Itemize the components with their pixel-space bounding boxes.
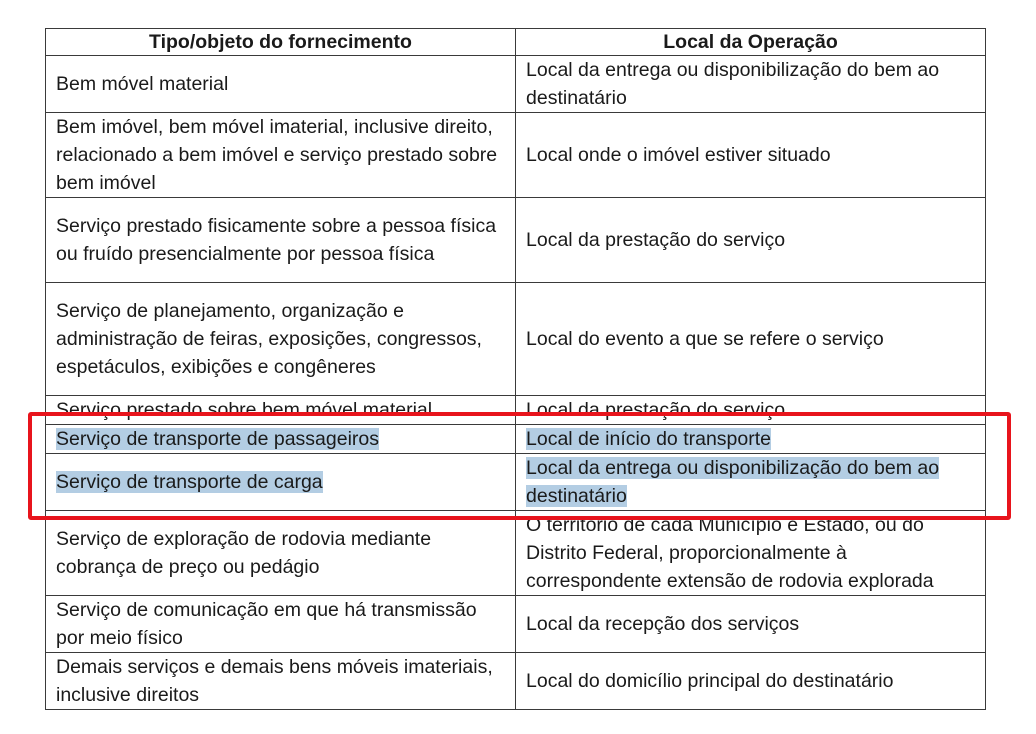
cell-local xyxy=(516,596,986,653)
cell-tipo xyxy=(46,425,516,454)
cell-tipo-text: Serviço prestado fisicamente sobre a pessoa física ou fruído presencialmente por pessoa física xyxy=(56,215,497,265)
cell-tipo xyxy=(46,454,516,511)
column-header-local: Local da Operação xyxy=(516,29,986,56)
cell-tipo xyxy=(46,396,516,425)
cell-local-text: Local onde o imóvel estiver situado xyxy=(526,144,831,166)
supply-location-table xyxy=(45,28,986,710)
cell-local-text: Local do evento a que se refere o serviço xyxy=(526,328,884,350)
cell-tipo xyxy=(46,198,516,283)
cell-local-text: Local da prestação do serviço xyxy=(526,399,786,421)
table-row xyxy=(46,56,986,113)
table-row-highlighted xyxy=(46,454,986,511)
cell-tipo-text: Serviço de comunicação em que há transmissão por meio físico xyxy=(56,599,477,649)
cell-tipo xyxy=(46,113,516,198)
cell-tipo-text: Serviço prestado sobre bem móvel material xyxy=(56,399,433,421)
column-header-tipo: Tipo/objeto do fornecimento xyxy=(46,29,516,56)
table-row xyxy=(46,283,986,396)
cell-tipo-text: Serviço de planejamento, organização e administração de feiras, exposições, congressos, espetáculos, exibições e congêneres xyxy=(56,300,482,378)
cell-tipo xyxy=(46,596,516,653)
cell-local-text: Local do domicílio principal do destinatário xyxy=(526,670,894,692)
table-row xyxy=(46,198,986,283)
cell-local xyxy=(516,283,986,396)
cell-tipo-text: Bem móvel material xyxy=(56,73,229,95)
table-row xyxy=(46,653,986,710)
cell-local xyxy=(516,511,986,596)
cell-local-text: Local da recepção dos serviços xyxy=(526,613,800,635)
cell-local xyxy=(516,425,986,454)
table-row xyxy=(46,113,986,198)
cell-tipo-text: Serviço de exploração de rodovia mediante cobrança de preço ou pedágio xyxy=(56,528,432,578)
cell-tipo xyxy=(46,56,516,113)
cell-local xyxy=(516,653,986,710)
table-header-row xyxy=(46,29,986,56)
cell-local-text: Local da prestação do serviço xyxy=(526,229,786,251)
table-row-highlighted xyxy=(46,425,986,454)
cell-local-text: Local da entrega ou disponibilização do bem ao destinatário xyxy=(526,59,940,109)
cell-tipo-text-selected[interactable]: Serviço de transporte de carga xyxy=(56,471,323,493)
cell-tipo-text: Demais serviços e demais bens móveis imateriais, inclusive direitos xyxy=(56,656,493,706)
cell-local xyxy=(516,113,986,198)
cell-tipo xyxy=(46,653,516,710)
cell-tipo-text-selected[interactable]: Serviço de transporte de passageiros xyxy=(56,428,380,450)
cell-tipo-text: Bem imóvel, bem móvel imaterial, inclusive direito, relacionado a bem imóvel e serviço prestado sobre bem imóvel xyxy=(56,116,498,194)
cell-local xyxy=(516,198,986,283)
cell-tipo xyxy=(46,283,516,396)
cell-local xyxy=(516,396,986,425)
cell-local-text-selected[interactable]: Local da entrega ou disponibilização do bem ao destinatário xyxy=(526,457,940,507)
cell-local-text: O território de cada Município e Estado, ou do Distrito Federal, proporcionalmente à correspondente extensão de rodovia explorada xyxy=(526,514,934,592)
cell-local xyxy=(516,454,986,511)
cell-tipo xyxy=(46,511,516,596)
table-row xyxy=(46,511,986,596)
cell-local xyxy=(516,56,986,113)
cell-local-text-selected[interactable]: Local de início do transporte xyxy=(526,428,771,450)
table-row xyxy=(46,396,986,425)
table-row xyxy=(46,596,986,653)
